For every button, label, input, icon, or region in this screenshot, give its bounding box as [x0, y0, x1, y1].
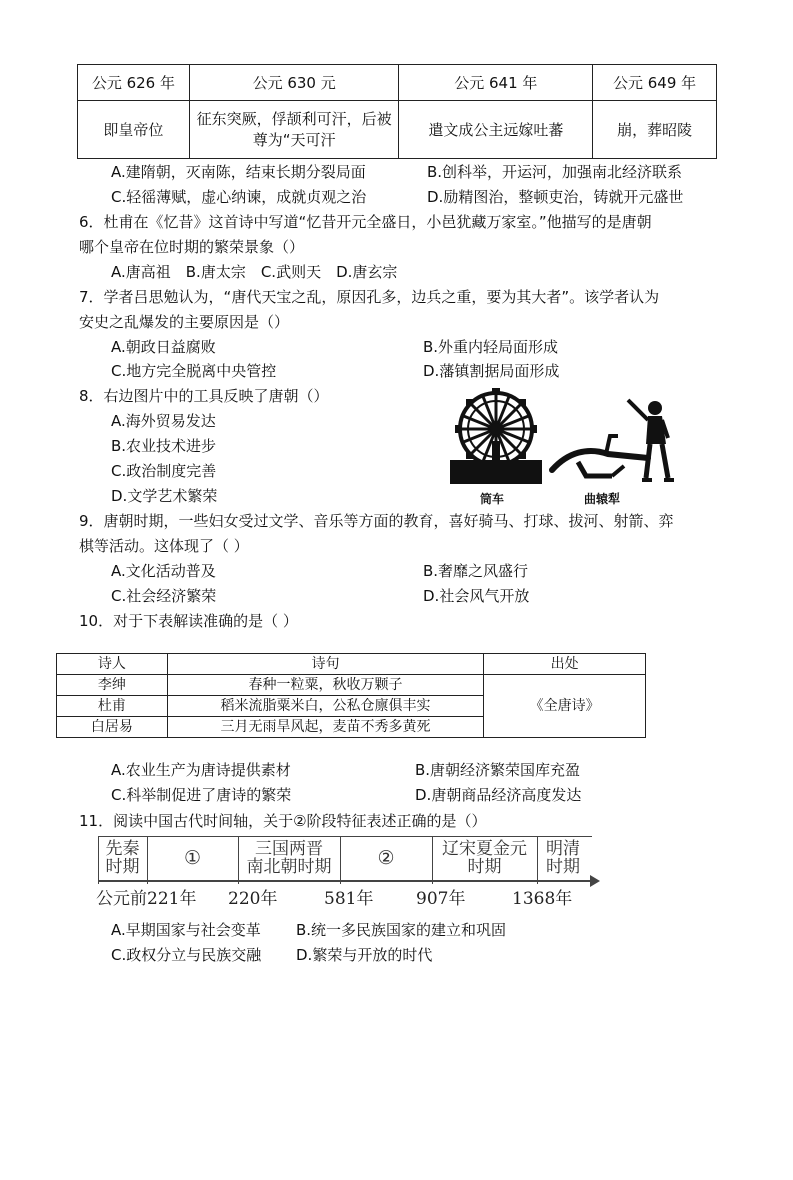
source-cell: 《全唐诗》 — [484, 675, 646, 738]
q7-option-d[interactable]: D.藩镇割据局面形成 — [423, 362, 560, 380]
timeline-segment-liao-song — [432, 840, 537, 876]
table-header-cell: 公元 649 年 — [593, 65, 717, 101]
table-header-cell: 诗人 — [57, 654, 168, 675]
poet-cell: 白居易 — [57, 717, 168, 738]
q5-option-c[interactable]: C.轻徭薄赋，虚心纳谏，成就贞观之治 — [111, 188, 367, 206]
poet-cell: 杜甫 — [57, 696, 168, 717]
poems-table — [56, 653, 646, 738]
timeline-label: ② — [377, 847, 395, 869]
table-header-cell: 诗句 — [167, 654, 483, 675]
q7-option-b[interactable]: B.外重内轻局面形成 — [423, 338, 559, 356]
q8-option-a[interactable]: A.海外贸易发达 — [111, 412, 216, 430]
history-timeline — [92, 834, 602, 910]
table-cell: 遣文成公主远嫁吐蕃 — [399, 101, 593, 159]
q8-option-d[interactable]: D.文学艺术繁荣 — [111, 487, 218, 505]
timeline-year: 公元前221年 — [96, 889, 197, 909]
table-header-cell: 出处 — [484, 654, 646, 675]
water-wheel-caption: 筒车 — [480, 492, 505, 506]
q6-options[interactable]: A.唐高祖 B.唐太宗 C.武则天 D.唐玄宗 — [111, 263, 398, 281]
verse-cell: 春种一粒粟，秋收万颗子 — [167, 675, 483, 696]
q7-option-c[interactable]: C.地方完全脱离中央管控 — [111, 362, 277, 380]
plough-caption: 曲辕犁 — [584, 492, 621, 506]
table-header-cell: 公元 630 元 — [189, 65, 399, 101]
q6-stem-line2: 哪个皇帝在位时期的繁荣景象（） — [79, 238, 305, 256]
q9-option-b[interactable]: B.奢靡之风盛行 — [423, 562, 529, 580]
q9-option-a[interactable]: A.文化活动普及 — [111, 562, 216, 580]
table-cell-line: 尊为“天可汗 — [252, 130, 336, 149]
q10-option-d[interactable]: D.唐朝商品经济高度发达 — [415, 786, 582, 804]
timeline-year: 220年 — [228, 889, 278, 909]
timeline-label: 辽宋夏金元 — [442, 839, 527, 859]
timeline-segment-three-kingdoms — [238, 840, 340, 876]
q5-option-b[interactable]: B.创科举，开运河，加强南北经济联系 — [427, 163, 683, 181]
q8-option-c[interactable]: C.政治制度完善 — [111, 462, 217, 480]
table-cell-line: 征东突厥，俘颉利可汗，后被 — [196, 109, 392, 128]
timeline-label: 时期 — [467, 857, 502, 877]
q8-stem: 8．右边图片中的工具反映了唐朝（） — [79, 387, 329, 405]
q8-option-b[interactable]: B.农业技术进步 — [111, 437, 217, 455]
timeline-year: 581年 — [324, 889, 374, 909]
timeline-label: 时期 — [546, 857, 580, 877]
timeline-label: 南北朝时期 — [246, 857, 332, 877]
timeline-label: 时期 — [105, 857, 140, 877]
timeline-year: 907年 — [416, 889, 466, 909]
q9-option-c[interactable]: C.社会经济繁荣 — [111, 587, 217, 605]
q9-option-d[interactable]: D.社会风气开放 — [423, 587, 530, 605]
table-cell: 即皇帝位 — [78, 101, 190, 159]
q11-option-c[interactable]: C.政权分立与民族交融 — [111, 946, 262, 964]
q7-stem-line2: 安史之乱爆发的主要原因是（） — [79, 313, 290, 331]
q5-option-a[interactable]: A.建隋朝，灭南陈，结束长期分裂局面 — [111, 163, 366, 181]
verse-cell: 稻米流脂粟米白，公私仓廪俱丰实 — [167, 696, 483, 717]
emperor-timeline-table — [77, 64, 717, 159]
q11-option-a[interactable]: A.早期国家与社会变革 — [111, 921, 261, 939]
q7-stem-line1: 7．学者吕思勉认为，“唐代天宝之乱，原因孔多，边兵之重，要为其大者”。该学者认为 — [79, 288, 660, 306]
q5-option-d[interactable]: D.励精图治，整顿吏治，铸就开元盛世 — [427, 188, 684, 206]
q11-option-b[interactable]: B.统一多民族国家的建立和巩固 — [296, 921, 507, 939]
timeline-year: 1368年 — [512, 889, 573, 909]
q9-stem-line1: 9．唐朝时期，一些妇女受过文学、音乐等方面的教育，喜好骑马、打球、拔河、射箭、弈 — [79, 512, 674, 530]
q11-option-d[interactable]: D.繁荣与开放的时代 — [296, 946, 433, 964]
q10-stem: 10．对于下表解读准确的是（ ） — [79, 612, 298, 630]
timeline-segment-2 — [340, 849, 432, 867]
timeline-label: ① — [183, 847, 202, 869]
table-header-cell: 公元 641 年 — [399, 65, 593, 101]
timeline-segment-1 — [147, 849, 238, 867]
q7-option-a[interactable]: A.朝政日益腐败 — [111, 338, 216, 356]
timeline-segment-ming-qing — [537, 840, 589, 876]
q10-option-b[interactable]: B.唐朝经济繁荣国库充盈 — [415, 761, 581, 779]
timeline-segment-pre-qin — [98, 840, 147, 876]
table-header-cell: 公元 626 年 — [78, 65, 190, 101]
timeline-label: 明清 — [546, 839, 580, 859]
q6-stem-line1: 6．杜甫在《忆昔》这首诗中写道“忆昔开元全盛日，小邑犹藏万家室。”他描写的是唐朝 — [79, 213, 652, 231]
verse-cell: 三月无雨旱风起，麦苗不秀多黄死 — [167, 717, 483, 738]
curved-plough-image — [548, 392, 688, 488]
q9-stem-line2: 棋等活动。这体现了（ ） — [79, 537, 249, 555]
timeline-label: 先秦 — [105, 839, 140, 859]
table-cell — [189, 101, 399, 159]
timeline-label: 三国两晋 — [255, 839, 323, 859]
q10-option-a[interactable]: A.农业生产为唐诗提供素材 — [111, 761, 291, 779]
table-cell: 崩，葬昭陵 — [593, 101, 717, 159]
poet-cell: 李绅 — [57, 675, 168, 696]
water-wheel-image — [446, 386, 546, 486]
q11-stem: 11．阅读中国古代时间轴，关于②阶段特征表述正确的是（） — [79, 812, 487, 830]
q10-option-c[interactable]: C.科举制促进了唐诗的繁荣 — [111, 786, 292, 804]
